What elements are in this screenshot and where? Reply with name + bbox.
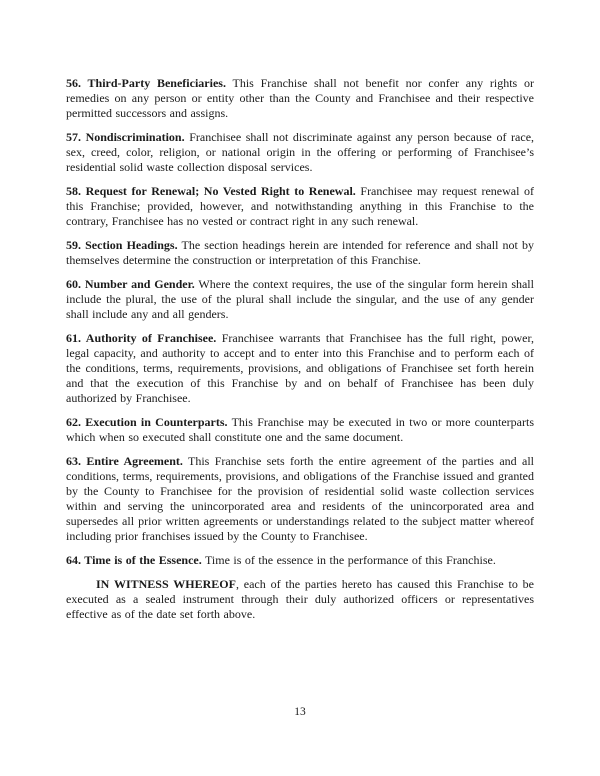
section-59 (66, 238, 534, 268)
section-62 (66, 415, 534, 445)
section-body: This Franchise sets forth the entire agreement of the parties and all conditions, terms, requirements, provisions, and obligations of the Franchise issued and granted by the County to Franchisee for the provision of residential solid waste collection services within and serving the unincorporated area and residents of the unincorporated area and supersedes all prior written agreements or understandings related to the subject matter whereof including prior franchises issued by the County to Franchisee. (66, 454, 534, 543)
section-body: Time is of the essence in the performance of this Franchise. (205, 553, 496, 567)
section-58 (66, 184, 534, 229)
closing-paragraph (66, 577, 534, 622)
section-57 (66, 130, 534, 175)
section-56 (66, 76, 534, 121)
section-heading: 57. Nondiscrimination. (66, 130, 185, 144)
section-heading: 63. Entire Agreement. (66, 454, 183, 468)
section-63 (66, 454, 534, 544)
document-content (66, 76, 534, 631)
section-61 (66, 331, 534, 406)
section-body: The section headings herein are intended for reference and shall not by themselves determine the construction or interpretation of this Franchise. (66, 238, 534, 267)
section-heading: 61. Authority of Franchisee. (66, 331, 217, 345)
page-number: 13 (294, 706, 306, 718)
section-64 (66, 553, 534, 568)
section-heading: 64. Time is of the Essence. (66, 553, 202, 567)
closing-body: , each of the parties hereto has caused this Franchise to be executed as a sealed instrument through their duly authorized officers or representatives effective as of the date set forth above. (66, 577, 534, 621)
section-60 (66, 277, 534, 322)
section-body: Franchisee warrants that Franchisee has the full right, power, legal capacity, and authority to accept and to enter into this Franchise and to perform each of the conditions, terms, requirements, provisions, and obligations of Franchisee set forth herein and that the execution of this Franchise by and on behalf of Franchisee has been duly authorized by Franchisee. (66, 331, 534, 405)
section-heading: 56. Third-Party Beneficiaries. (66, 76, 226, 90)
section-heading: 58. Request for Renewal; No Vested Right to Renewal. (66, 184, 356, 198)
section-body: Franchisee shall not discriminate against any person because of race, sex, creed, color, religion, or national origin in the offering or performing of Franchisee’s residential solid waste collection disposal services. (66, 130, 535, 174)
section-heading: 60. Number and Gender. (66, 277, 195, 291)
closing-lead: IN WITNESS WHEREOF (96, 577, 236, 591)
section-heading: 59. Section Headings. (66, 238, 178, 252)
section-body: Franchisee may request renewal of this Franchise; provided, however, and notwithstanding anything in this Franchise to the contrary, Franchisee has no vested or contract right in any such renewal. (66, 184, 535, 228)
section-body: This Franchise shall not benefit nor confer any rights or remedies on any person or entity other than the County and Franchisee and their respective permitted successors and assigns. (66, 76, 534, 120)
section-body: This Franchise may be executed in two or more counterparts which when so executed shall constitute one and the same document. (66, 415, 534, 444)
section-heading: 62. Execution in Counterparts. (66, 415, 228, 429)
section-body: Where the context requires, the use of the singular form herein shall include the plural, the use of the plural shall include the singular, and the use of any gender shall include any and all genders. (66, 277, 534, 321)
